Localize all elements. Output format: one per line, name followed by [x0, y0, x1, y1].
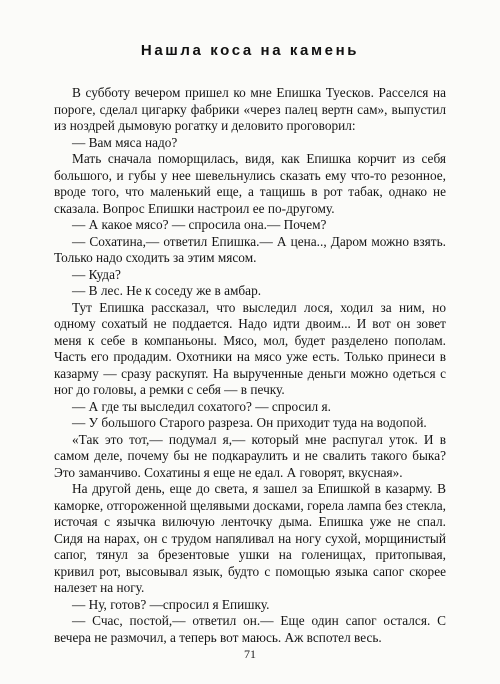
paragraph: — У большого Старого разреза. Он приходит туда на водопой.: [72, 415, 427, 430]
paragraph: В субботу вечером пришел ко мне Епишка Туесков. Расселся на пороге, сделал цигарку фабрики «через палец вертн сам», выпустил из ноздрей дымовую рогатку и деловито проговорил:: [54, 85, 446, 133]
paragraph: — А какое мясо? — спросила она.— Почем?: [72, 217, 327, 232]
paragraph: — В лес. Не к соседу же в амбар.: [72, 283, 262, 298]
page-number: 71: [244, 647, 256, 661]
paragraph: «Так это тот,— подумал я,— который мне распугал уток. И в самом деле, почему бы не подкараулить и не свалить такого быка? Это заманчиво. Сохатины я еще не едал. А говорят, вкусная».: [54, 431, 446, 480]
paragraph: — Ну, готов? —спросил я Епишку.: [72, 596, 270, 612]
body-text: [54, 85, 446, 646]
paragraph: — Вам мяса надо?: [72, 134, 178, 150]
paragraph: На другой день, еще до света, я зашел за Епишкой в казарму. В каморке, отгороженной щелявыми досками, горела лампа без стекла, источая с язычка вилючую ленточку дыма. Епишка уже не спал. Сидя на нарах, он с трудом напяливал на ногу сухой, морщинистый сапог, тянул за брезентовые ушки на голенищах, притопывая, кривил рот, высовывал язык, будто с помощью языка сапог скорее налезет на ногу.: [54, 481, 446, 595]
paragraph: — Счас, постой,— ответил он.— Еще один сапог остался. С вечера не размочил, а теперь вот маюсь. Аж вспотел весь.: [54, 613, 446, 645]
chapter-title: Нашла коса на камень: [140, 42, 360, 59]
paragraph: — Куда?: [72, 266, 121, 282]
paragraph: Тут Епишка рассказал, что выследил лося, ходил за ним, но одному сохатый не поддается. Надо идти двоим... И вот он зовет меня к себе в компаньоны. Мясо, мол, будет разделено пополам. Часть его продадим. Охотники на мясо уже есть. Только принеси в казарму — сразу раскупят. На вырученные деньги можно одеться с ног до головы, а ремки с себя — в печку.: [54, 299, 446, 397]
paragraph: — А где ты выследил сохатого? — спросил я.: [72, 398, 331, 414]
paragraph: Мать сначала поморщилась, видя, как Епишка корчит из себя большого, и губы у нее шевельнулись сказать ему что-то резонное, вроде того, что маленький еще, а тащишь в рот табак, однако не сказала. Вопрос Епишки настроил ее по-другому.: [54, 151, 446, 216]
paragraph: — Сохатина,— ответил Епишка.— А цена.., Даром можно взять. Только надо сходить за этим мясом.: [54, 233, 446, 265]
